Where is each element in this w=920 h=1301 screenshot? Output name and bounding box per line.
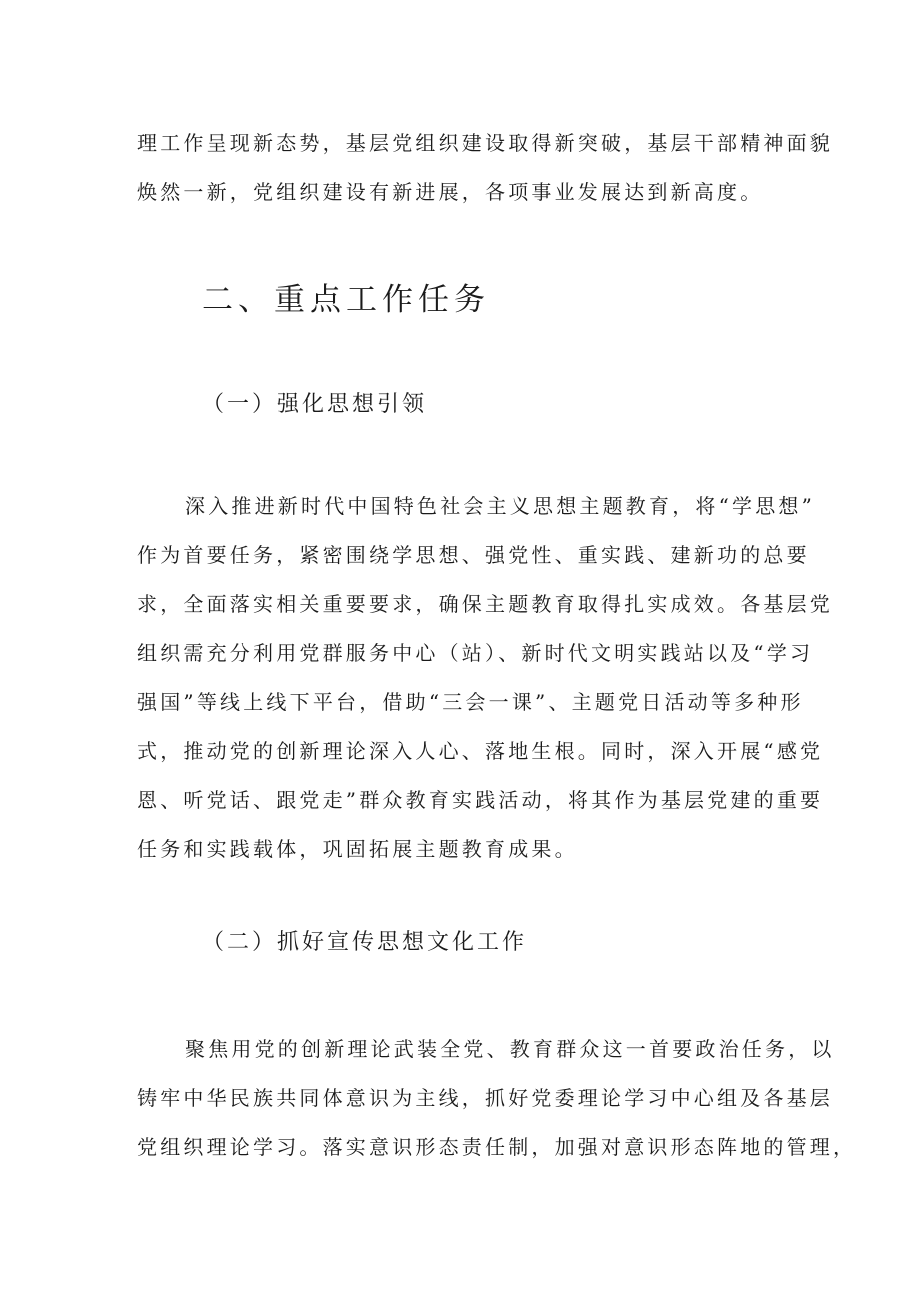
paragraph-line: 铸牢中华民族共同体意识为主线，抓好党委理论学习中心组及各基层: [137, 1086, 833, 1110]
paragraph-line: 组织需充分利用党群服务中心（站）、新时代文明实践站以及“学习: [137, 641, 814, 665]
paragraph-line: 党组织理论学习。落实意识形态责任制，加强对意识形态阵地的管理，: [137, 1135, 857, 1159]
subsection-heading-2: （二）抓好宣传思想文化工作: [202, 930, 528, 955]
paragraph-line: 任务和实践载体，巩固拓展主题教育成果。: [137, 837, 578, 861]
paragraph-line: 求，全面落实相关重要要求，确保主题教育取得扎实成效。各基层党: [137, 592, 833, 616]
section-heading: 二、重点工作任务: [202, 282, 490, 318]
paragraph-line: 深入推进新时代中国特色社会主义思想主题教育，将“学思想”: [185, 494, 816, 518]
paragraph-line: 恩、听党话、跟党走”群众教育实践活动，将其作为基层党建的重要: [137, 788, 824, 812]
paragraph-line: 强国”等线上线下平台，借助“三会一课”、主题党日活动等多种形: [137, 690, 804, 714]
paragraph-line: 聚焦用党的创新理论武装全党、教育群众这一首要政治任务，以: [185, 1037, 835, 1061]
paragraph-line: 理工作呈现新态势，基层党组织建设取得新突破，基层干部精神面貌: [137, 131, 833, 155]
paragraph-line: 焕然一新，党组织建设有新进展，各项事业发展达到新高度。: [137, 180, 764, 204]
subsection-heading-1: （一）强化思想引领: [202, 392, 428, 417]
paragraph-line: 式，推动党的创新理论深入人心、落地生根。同时，深入开展“感党: [137, 739, 824, 763]
paragraph-line: 作为首要任务，紧密围绕学思想、强党性、重实践、建新功的总要: [137, 543, 810, 567]
